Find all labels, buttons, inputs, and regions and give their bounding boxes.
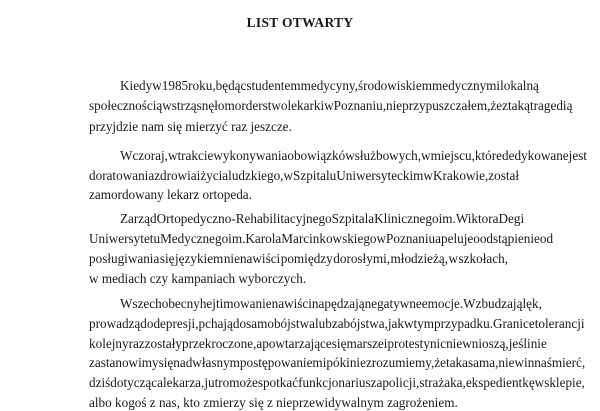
word: młodzieżą, xyxy=(390,251,449,266)
word: zostały xyxy=(144,336,183,351)
word: emocje. xyxy=(421,296,464,311)
word: nie xyxy=(530,336,547,351)
word: tym xyxy=(413,316,435,331)
word: ludzkiego, xyxy=(228,168,284,183)
word: tolerancji xyxy=(534,316,585,331)
word: z xyxy=(502,98,508,113)
word: wstrząsnęło xyxy=(162,98,225,113)
word: odstąpienie xyxy=(479,231,540,246)
word: Wiktora xyxy=(455,211,499,226)
paragraph-1-line-2 xyxy=(89,98,573,114)
word: mowa xyxy=(223,296,256,311)
word: Poznaniu xyxy=(386,231,436,246)
word: Uniwersyteckim xyxy=(336,168,424,183)
word: że xyxy=(490,98,503,113)
word: Kiedy xyxy=(120,78,153,93)
word: protesty xyxy=(387,336,430,351)
word: roku, xyxy=(188,78,216,93)
word: medycyny, xyxy=(300,78,358,93)
word: w xyxy=(423,168,433,183)
word: się xyxy=(159,251,175,266)
word: dedykowane xyxy=(502,148,569,163)
word: Wzbudzają xyxy=(463,296,523,311)
word: w xyxy=(534,375,545,390)
word: sama, xyxy=(468,355,499,370)
word: Granice xyxy=(493,316,535,331)
word: póki xyxy=(326,355,350,370)
word: w xyxy=(324,98,334,113)
word: Poznaniu, xyxy=(333,98,387,113)
word: lokalną xyxy=(500,78,539,93)
word: w xyxy=(376,231,387,246)
word: im. xyxy=(438,211,456,226)
paragraph-4-line-1 xyxy=(120,296,542,312)
word: śmierć, xyxy=(546,355,586,370)
word: nad xyxy=(173,355,193,370)
word: taka xyxy=(446,355,468,370)
word: w xyxy=(152,78,162,93)
word: prowadzą xyxy=(89,316,141,331)
word: w xyxy=(404,316,414,331)
word: Szpitalu xyxy=(293,168,337,183)
word: Krakowie, xyxy=(432,168,489,183)
paragraph-3-line-2 xyxy=(89,231,554,247)
word: im. xyxy=(228,231,246,246)
word: dziś xyxy=(89,375,111,390)
word: w xyxy=(167,148,178,163)
word: dotycząca xyxy=(110,375,163,390)
word: trakcie xyxy=(177,148,214,163)
word: powtarzające xyxy=(262,336,332,351)
word: hejt xyxy=(199,296,220,311)
word: które xyxy=(474,148,502,163)
word: sklepie, xyxy=(544,375,585,390)
word: 1985 xyxy=(161,78,189,93)
word: się xyxy=(331,336,347,351)
word: może xyxy=(229,375,258,390)
word: w xyxy=(448,251,459,266)
word: lekarza, xyxy=(162,375,205,390)
word: zdrowia xyxy=(154,168,197,183)
word: niewinna xyxy=(498,355,547,370)
paragraph-4-line-4 xyxy=(89,355,586,371)
word: lub xyxy=(314,316,332,331)
paragraph-4-line-2 xyxy=(89,316,585,332)
word: własnym xyxy=(192,355,240,370)
word: służbowych, xyxy=(354,148,422,163)
word: ekspedientkę xyxy=(465,375,535,390)
paragraph-4-line-3 xyxy=(89,336,547,352)
word: wnioszą, xyxy=(462,336,509,351)
word: od xyxy=(539,231,554,246)
word: Wczoraj, xyxy=(120,148,168,163)
word: Szpitala xyxy=(331,211,375,226)
word: językiem xyxy=(174,251,224,266)
word: i xyxy=(322,355,327,370)
word: lekarki xyxy=(287,98,325,113)
word: jest xyxy=(568,148,587,163)
word: Degi xyxy=(498,211,525,226)
word: Uniwersytetu xyxy=(89,231,161,246)
word: zastanowimy xyxy=(89,355,159,370)
word: medycznym xyxy=(431,78,497,93)
word: tragedią xyxy=(529,98,573,113)
word: do xyxy=(232,316,247,331)
word: depresji, xyxy=(153,316,199,331)
word: życia xyxy=(200,168,229,183)
word: jeśli xyxy=(508,336,531,351)
word: policji, xyxy=(382,375,420,390)
word: szkołach, xyxy=(458,251,508,266)
word: że xyxy=(434,355,447,370)
paragraph-1-line-3: przyjdzie nam się mierzyć raz jeszcze. xyxy=(89,119,292,134)
word: pomiędzy xyxy=(280,251,333,266)
word: środowiskiem xyxy=(357,78,432,93)
word: i xyxy=(383,336,388,351)
paragraph-4-line-5 xyxy=(89,375,585,391)
word: do xyxy=(140,316,154,331)
paragraph-3-line-4: w mediach czy kampaniach wyborczych. xyxy=(89,271,307,286)
word: przypadku. xyxy=(434,316,494,331)
word: Klinicznego xyxy=(374,211,439,226)
word: marsze xyxy=(346,336,384,351)
word: wykonywania xyxy=(213,148,288,163)
word: spotkać xyxy=(257,375,299,390)
word: pchają xyxy=(198,316,233,331)
word: o xyxy=(473,231,480,246)
word: Medycznego xyxy=(160,231,229,246)
word: i xyxy=(496,78,501,93)
word: społecznością xyxy=(89,98,163,113)
document-title: LIST OTWARTY xyxy=(246,15,354,30)
word: kolejny xyxy=(89,336,129,351)
word: został xyxy=(488,168,520,183)
word: ratowania xyxy=(102,168,155,183)
word: samobójstwa xyxy=(246,316,315,331)
word: taką xyxy=(508,98,530,113)
word: Karola xyxy=(245,231,282,246)
word: przypuszczałem, xyxy=(402,98,491,113)
word: lęk, xyxy=(522,296,542,311)
word: strażaka, xyxy=(419,375,466,390)
word: się xyxy=(158,355,174,370)
word: nie xyxy=(386,98,403,113)
word: będąc xyxy=(215,78,247,93)
word: morderstwo xyxy=(224,98,288,113)
word: jak xyxy=(387,316,404,331)
word: napędzają xyxy=(311,296,365,311)
word: apeluje xyxy=(435,231,474,246)
paragraph-1-line-1 xyxy=(120,78,539,94)
word: nic xyxy=(429,336,447,351)
paragraph-4-line-6: albo kogoś z nas, kto zmierzy się z nieprzewidywalnym zagrożeniem. xyxy=(89,395,458,410)
word: posługiwania xyxy=(89,251,160,266)
word: Marcinkowskiego xyxy=(281,231,377,246)
word: dorosłymi, xyxy=(333,251,391,266)
word: Wszechobecny xyxy=(120,296,200,311)
paragraph-3-line-1 xyxy=(120,211,525,227)
word: Ortopedyczno-Rehabilitacyjnego xyxy=(156,211,332,226)
word: w xyxy=(421,148,431,163)
word: negatywne xyxy=(364,296,422,311)
word: nienawiści xyxy=(223,251,281,266)
word: zabójstwa, xyxy=(331,316,388,331)
word: funkcjonariusza xyxy=(298,375,383,390)
paragraph-2-line-3: zamordowany lekarz ortopeda. xyxy=(89,187,252,202)
word: przekroczone, xyxy=(182,336,257,351)
word: nie xyxy=(349,355,366,370)
paragraph-2-line-2 xyxy=(89,168,520,184)
word: zrozumiemy, xyxy=(365,355,435,370)
word: i xyxy=(196,168,201,183)
word: raz xyxy=(128,336,145,351)
word: a xyxy=(256,336,263,351)
word: postępowaniem xyxy=(239,355,323,370)
word: nie xyxy=(446,336,463,351)
paragraph-3-line-3 xyxy=(89,251,508,267)
word: obowiązków xyxy=(287,148,355,163)
word: i xyxy=(219,296,224,311)
paragraph-2-line-1 xyxy=(120,148,587,164)
word: jutro xyxy=(204,375,230,390)
word: Zarząd xyxy=(120,211,157,226)
word: nienawiści xyxy=(255,296,312,311)
word: do xyxy=(89,168,103,183)
word: studentem xyxy=(246,78,301,93)
word: w xyxy=(283,168,294,183)
word: miejscu, xyxy=(430,148,475,163)
